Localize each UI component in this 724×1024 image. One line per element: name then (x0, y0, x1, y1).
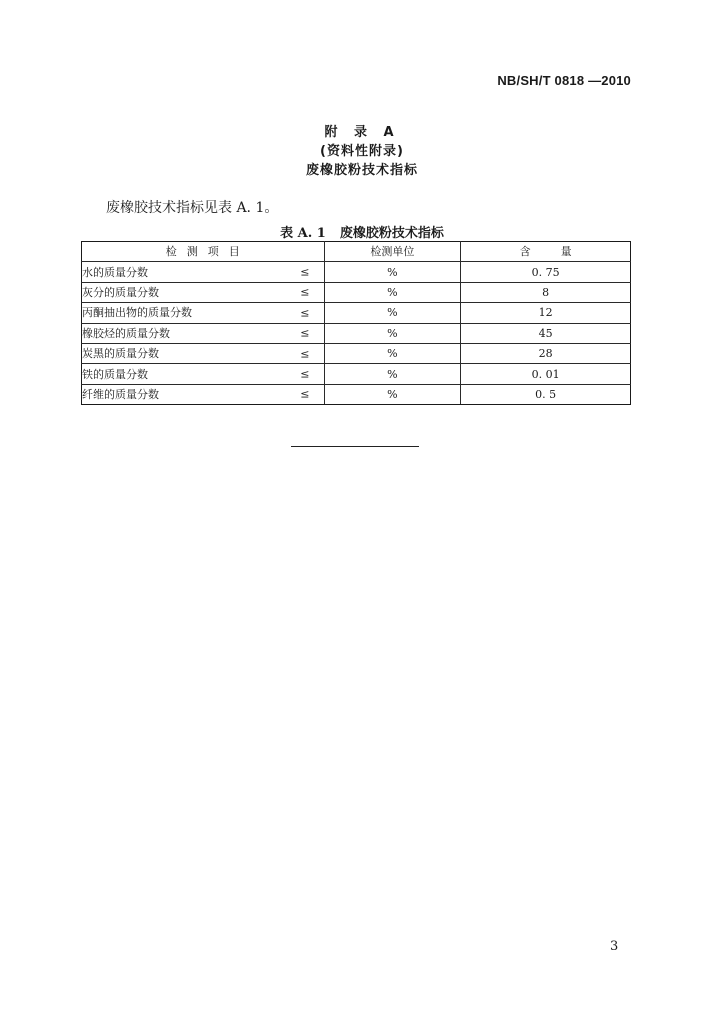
appendix-type: (资料性附录) (320, 144, 404, 159)
row-value: 28 (461, 343, 631, 363)
row-operator: ≤ (300, 265, 310, 279)
row-operator: ≤ (300, 306, 310, 320)
header-unit: 检测单位 (324, 242, 461, 262)
row-unit: % (324, 364, 461, 384)
header-value: 含量 (461, 242, 631, 262)
header-item: 检测项目 (82, 242, 325, 262)
table-row (82, 343, 631, 363)
end-of-standard-rule (291, 446, 419, 447)
row-item-label: 铁的质量分数 (82, 367, 148, 381)
row-value: 0. 75 (461, 262, 631, 282)
row-value: 12 (461, 303, 631, 323)
row-unit: % (324, 303, 461, 323)
row-item-cell (82, 343, 325, 363)
appendix-name: 废橡胶粉技术指标 (305, 163, 418, 178)
table-caption-title: 废橡胶粉技术指标 (339, 226, 444, 241)
row-item-cell (82, 262, 325, 282)
row-value: 8 (461, 282, 631, 302)
row-item-label: 橡胶烃的质量分数 (82, 326, 170, 340)
row-value: 45 (461, 323, 631, 343)
intro-paragraph: 废橡胶技术指标见表 A. 1。 (106, 200, 279, 216)
table-caption (0, 222, 724, 241)
spec-table (81, 241, 631, 405)
table-caption-number: 表 A. 1 (280, 226, 326, 241)
row-item-label: 纤维的质量分数 (82, 387, 159, 401)
row-unit: % (324, 343, 461, 363)
row-value: 0. 5 (461, 384, 631, 404)
row-unit: % (324, 262, 461, 282)
table-row (82, 303, 631, 323)
row-operator: ≤ (300, 347, 310, 361)
row-item-label: 丙酮抽出物的质量分数 (82, 306, 192, 320)
row-operator: ≤ (300, 326, 310, 340)
row-operator: ≤ (300, 387, 310, 401)
row-item-label: 灰分的质量分数 (82, 285, 159, 299)
row-item-cell (82, 323, 325, 343)
table-row (82, 282, 631, 302)
row-item-cell (82, 282, 325, 302)
table-row (82, 262, 631, 282)
row-item-label: 水的质量分数 (82, 265, 148, 279)
row-item-cell (82, 384, 325, 404)
page-number: 3 (610, 939, 619, 954)
row-unit: % (324, 384, 461, 404)
table-row (82, 364, 631, 384)
table-row (82, 384, 631, 404)
row-operator: ≤ (300, 285, 310, 299)
row-value: 0. 01 (461, 364, 631, 384)
row-unit: % (324, 282, 461, 302)
appendix-title: 附 录 A (324, 125, 400, 140)
table-row (82, 323, 631, 343)
row-item-label: 炭黑的质量分数 (82, 347, 159, 361)
standard-code: NB/SH/T 0818 —2010 (497, 73, 631, 88)
row-unit: % (324, 323, 461, 343)
row-item-cell (82, 364, 325, 384)
row-operator: ≤ (300, 367, 310, 381)
table-header-row (82, 242, 631, 262)
row-item-cell (82, 303, 325, 323)
